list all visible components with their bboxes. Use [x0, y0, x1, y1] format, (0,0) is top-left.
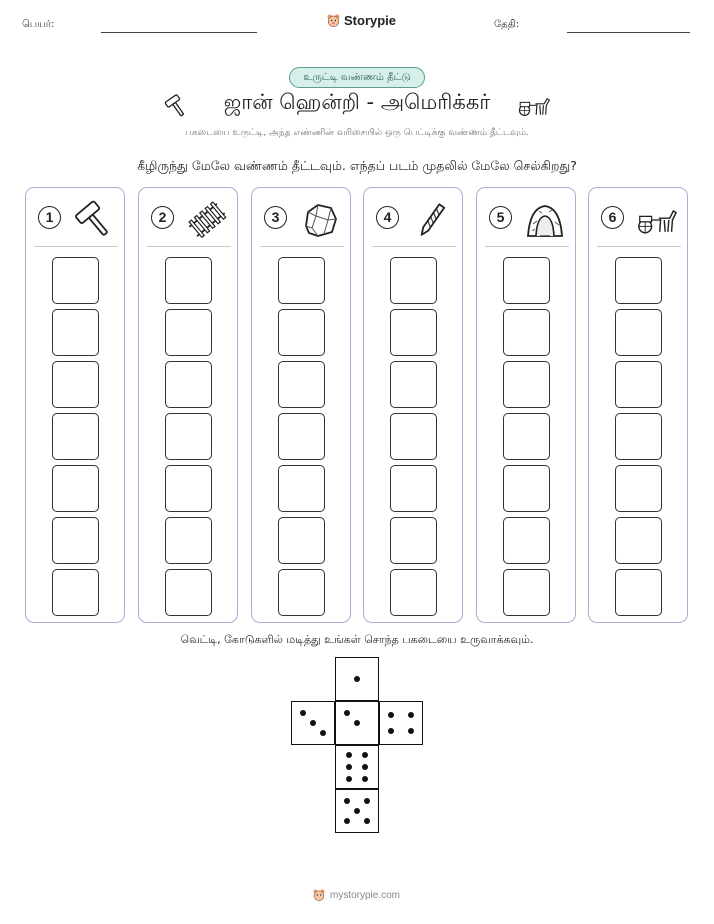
page-title: ஜான் ஹென்றி - அமெரிக்கர்: [223, 90, 491, 114]
color-box[interactable]: [52, 465, 99, 512]
color-box[interactable]: [615, 517, 662, 564]
column-5: [476, 187, 576, 623]
column-header: [34, 200, 118, 247]
color-box[interactable]: [503, 257, 550, 304]
column-header: [147, 200, 231, 247]
activity-badge: உருட்டி வண்ணம் தீட்டு: [289, 67, 425, 88]
color-box[interactable]: [52, 361, 99, 408]
color-box[interactable]: [503, 569, 550, 616]
color-box[interactable]: [165, 361, 212, 408]
dice-instruction: வெட்டி, கோடுகளில் மடித்து உங்கள் சொந்த பகடையை உருவாக்கவும்.: [180, 633, 534, 646]
die-pip: [408, 712, 414, 718]
color-box[interactable]: [165, 257, 212, 304]
color-box[interactable]: [278, 465, 325, 512]
column-2: [138, 187, 238, 623]
color-box[interactable]: [503, 517, 550, 564]
die-face-2: [335, 701, 379, 745]
tunnel-icon: [525, 200, 565, 240]
die-face-3: [291, 701, 335, 745]
color-box[interactable]: [503, 413, 550, 460]
footer-site[interactable]: mystorypie.com: [330, 889, 401, 901]
column-number: 2: [151, 206, 174, 229]
name-line[interactable]: [101, 32, 257, 33]
storypie-mascot-icon: [312, 888, 326, 902]
color-box[interactable]: [278, 257, 325, 304]
color-box[interactable]: [615, 361, 662, 408]
die-pip: [346, 764, 352, 770]
column-number: 6: [601, 206, 624, 229]
date-line[interactable]: [567, 32, 690, 33]
color-box[interactable]: [503, 465, 550, 512]
column-number: 4: [376, 206, 399, 229]
die-face-5: [335, 789, 379, 833]
color-box[interactable]: [390, 309, 437, 356]
color-box[interactable]: [615, 569, 662, 616]
color-box[interactable]: [390, 257, 437, 304]
die-pip: [388, 712, 394, 718]
column-header: [485, 200, 569, 247]
color-box[interactable]: [165, 465, 212, 512]
column-1: [25, 187, 125, 623]
color-box[interactable]: [165, 309, 212, 356]
color-box[interactable]: [615, 309, 662, 356]
die-pip: [364, 818, 370, 824]
die-pip: [364, 798, 370, 804]
column-number: 5: [489, 206, 512, 229]
die-pip: [310, 720, 316, 726]
die-pip: [354, 676, 360, 682]
rock-icon: [300, 200, 340, 240]
name-label: பெயர்:: [22, 19, 55, 30]
column-3: [251, 187, 351, 623]
color-box[interactable]: [165, 413, 212, 460]
column-6: [588, 187, 688, 623]
die-pip: [354, 720, 360, 726]
color-box[interactable]: [52, 569, 99, 616]
color-box[interactable]: [615, 465, 662, 512]
die-pip: [362, 776, 368, 782]
die-pip: [344, 798, 350, 804]
color-box[interactable]: [615, 257, 662, 304]
footer: [312, 888, 400, 902]
die-pip: [344, 710, 350, 716]
color-box[interactable]: [278, 569, 325, 616]
brand-logo: [326, 13, 396, 28]
color-box[interactable]: [503, 361, 550, 408]
date-label: தேதி:: [494, 19, 520, 30]
color-box[interactable]: [278, 361, 325, 408]
die-pip: [388, 728, 394, 734]
die-pip: [346, 752, 352, 758]
column-number: 1: [38, 206, 61, 229]
die-face-6: [335, 745, 379, 789]
color-box[interactable]: [390, 465, 437, 512]
color-box[interactable]: [165, 569, 212, 616]
die-pip: [344, 818, 350, 824]
horse-cart-icon: [637, 200, 677, 240]
color-box[interactable]: [390, 569, 437, 616]
color-box[interactable]: [52, 257, 99, 304]
column-header: [260, 200, 344, 247]
die-pip: [362, 752, 368, 758]
die-pip: [354, 808, 360, 814]
question-text: கீழிருந்து மேலே வண்ணம் தீட்டவும். எந்தப் படம் முதலில் மேலே செல்கிறது?: [137, 158, 577, 173]
die-pip: [362, 764, 368, 770]
color-box[interactable]: [165, 517, 212, 564]
column-header: [372, 200, 456, 247]
die-pip: [408, 728, 414, 734]
instructions-subtitle: பகடையை உருட்டி, அந்த எண்ணின் வரிசையில் ஒரு பெட்டிக்கு வண்ணம் தீட்டவும்.: [185, 128, 529, 138]
horse-cart-icon: [518, 94, 550, 118]
hammer-icon: [74, 200, 114, 240]
steel-drill-icon: [412, 200, 452, 240]
die-face-4: [379, 701, 423, 745]
color-box[interactable]: [52, 517, 99, 564]
color-box[interactable]: [390, 361, 437, 408]
railroad-track-icon: [187, 200, 227, 240]
color-box[interactable]: [278, 517, 325, 564]
color-box[interactable]: [390, 517, 437, 564]
column-number: 3: [264, 206, 287, 229]
storypie-mascot-icon: [326, 13, 341, 28]
color-box[interactable]: [278, 413, 325, 460]
color-box[interactable]: [615, 413, 662, 460]
color-box[interactable]: [390, 413, 437, 460]
brand-name: Storypie: [344, 13, 397, 28]
die-pip: [346, 776, 352, 782]
die-pip: [320, 730, 326, 736]
column-4: [363, 187, 463, 623]
color-box[interactable]: [278, 309, 325, 356]
die-pip: [300, 710, 306, 716]
color-box[interactable]: [52, 309, 99, 356]
column-header: [597, 200, 681, 247]
color-box[interactable]: [503, 309, 550, 356]
color-box[interactable]: [52, 413, 99, 460]
die-face-1: [335, 657, 379, 701]
